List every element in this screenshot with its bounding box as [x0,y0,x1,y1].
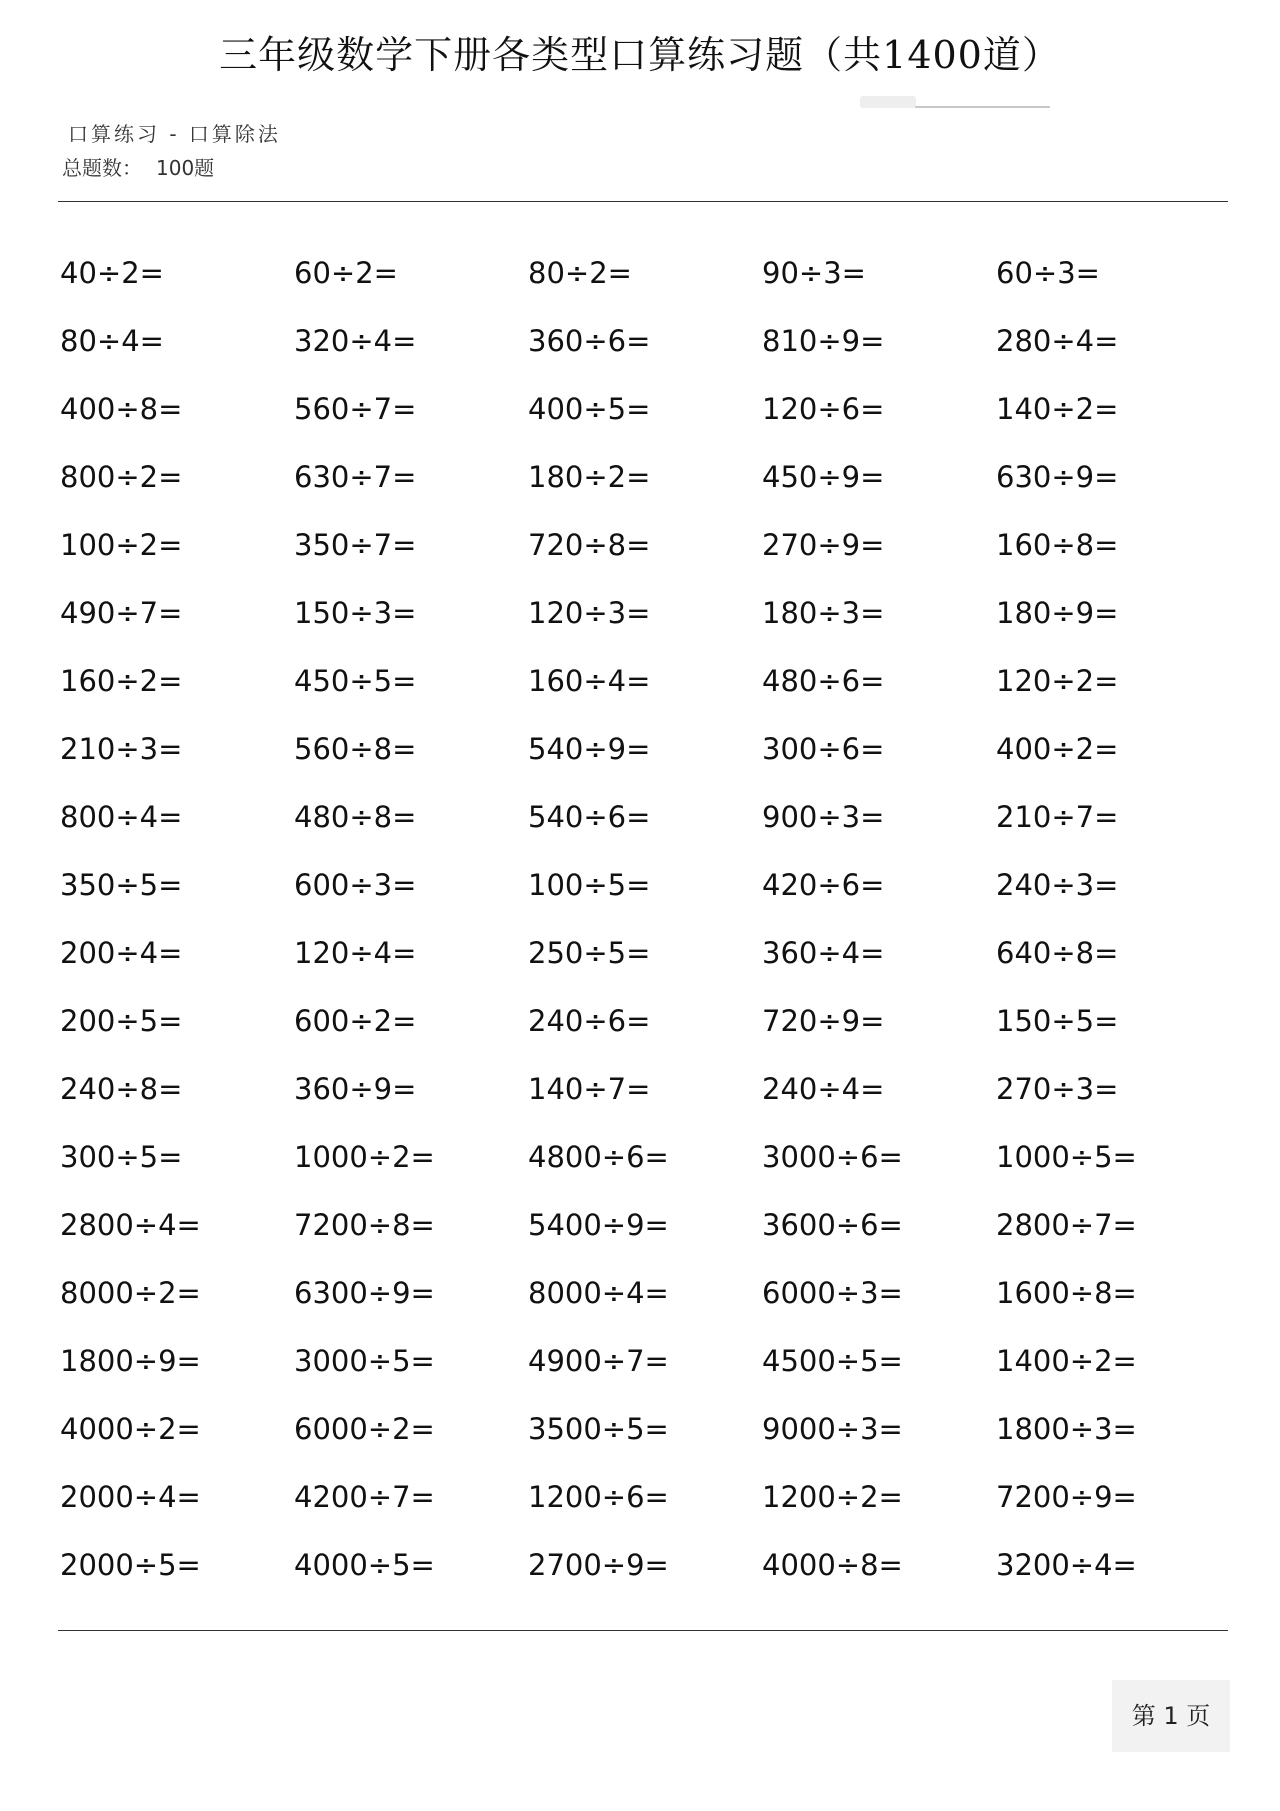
problem-item: 800÷4= [60,800,183,834]
problem-item: 280÷4= [996,324,1119,358]
problem-item: 360÷6= [528,324,651,358]
problem-item: 4000÷5= [294,1548,435,1582]
problem-item: 630÷7= [294,460,417,494]
problem-item: 720÷9= [762,1004,885,1038]
problem-item: 450÷5= [294,664,417,698]
problem-item: 540÷9= [528,732,651,766]
worksheet-subtitle: 口算练习 - 口算除法 [68,122,281,146]
problem-item: 560÷8= [294,732,417,766]
problem-item: 350÷5= [60,868,183,902]
problem-item: 900÷3= [762,800,885,834]
problem-item: 240÷3= [996,868,1119,902]
problem-item: 160÷8= [996,528,1119,562]
problem-item: 140÷7= [528,1072,651,1106]
problem-item: 300÷6= [762,732,885,766]
problem-item: 480÷6= [762,664,885,698]
page-number: 第 1 页 [1112,1680,1230,1752]
problem-item: 4200÷7= [294,1480,435,1514]
problem-item: 1200÷2= [762,1480,903,1514]
problem-item: 200÷5= [60,1004,183,1038]
problem-item: 270÷3= [996,1072,1119,1106]
problem-item: 180÷9= [996,596,1119,630]
problem-item: 80÷4= [60,324,164,358]
top-divider [58,201,1228,202]
problem-item: 80÷2= [528,256,632,290]
problem-item: 1800÷9= [60,1344,201,1378]
problem-item: 240÷4= [762,1072,885,1106]
problem-item: 140÷2= [996,392,1119,426]
problem-item: 1000÷5= [996,1140,1137,1174]
problem-item: 600÷2= [294,1004,417,1038]
problem-item: 120÷2= [996,664,1119,698]
bottom-divider [58,1630,1228,1631]
problem-item: 240÷8= [60,1072,183,1106]
problem-item: 2700÷9= [528,1548,669,1582]
total-count-value: 100题 [156,156,215,180]
problem-item: 120÷3= [528,596,651,630]
problem-item: 320÷4= [294,324,417,358]
problem-item: 120÷4= [294,936,417,970]
blurred-underline [915,106,1050,108]
problem-item: 4800÷6= [528,1140,669,1174]
problem-item: 5400÷9= [528,1208,669,1242]
problem-item: 490÷7= [60,596,183,630]
problem-item: 480÷8= [294,800,417,834]
problem-item: 200÷4= [60,936,183,970]
problem-item: 210÷3= [60,732,183,766]
problem-item: 7200÷9= [996,1480,1137,1514]
problem-item: 250÷5= [528,936,651,970]
problem-item: 3000÷6= [762,1140,903,1174]
problem-item: 2000÷5= [60,1548,201,1582]
problem-item: 90÷3= [762,256,866,290]
blurred-mark [860,96,916,108]
problem-item: 1600÷8= [996,1276,1137,1310]
problem-item: 2800÷7= [996,1208,1137,1242]
problem-item: 800÷2= [60,460,183,494]
problem-item: 6300÷9= [294,1276,435,1310]
problem-item: 540÷6= [528,800,651,834]
problem-item: 350÷7= [294,528,417,562]
problem-item: 420÷6= [762,868,885,902]
problem-item: 2000÷4= [60,1480,201,1514]
problem-item: 9000÷3= [762,1412,903,1446]
problem-item: 120÷6= [762,392,885,426]
problem-item: 8000÷4= [528,1276,669,1310]
problem-item: 150÷5= [996,1004,1119,1038]
problem-item: 210÷7= [996,800,1119,834]
problem-item: 60÷3= [996,256,1100,290]
problem-item: 640÷8= [996,936,1119,970]
problem-item: 3000÷5= [294,1344,435,1378]
problem-item: 560÷7= [294,392,417,426]
problem-grid [60,255,1230,1615]
problem-item: 6000÷2= [294,1412,435,1446]
problem-item: 270÷9= [762,528,885,562]
problem-item: 810÷9= [762,324,885,358]
problem-item: 4000÷8= [762,1548,903,1582]
problem-item: 160÷4= [528,664,651,698]
problem-item: 8000÷2= [60,1276,201,1310]
problem-item: 100÷5= [528,868,651,902]
problem-item: 400÷5= [528,392,651,426]
problem-item: 100÷2= [60,528,183,562]
problem-item: 360÷9= [294,1072,417,1106]
problem-item: 300÷5= [60,1140,183,1174]
problem-item: 40÷2= [60,256,164,290]
problem-item: 3500÷5= [528,1412,669,1446]
problem-item: 600÷3= [294,868,417,902]
problem-item: 3200÷4= [996,1548,1137,1582]
problem-item: 4000÷2= [60,1412,201,1446]
problem-item: 7200÷8= [294,1208,435,1242]
problem-item: 4900÷7= [528,1344,669,1378]
problem-item: 6000÷3= [762,1276,903,1310]
problem-item: 240÷6= [528,1004,651,1038]
problem-item: 1000÷2= [294,1140,435,1174]
problem-item: 630÷9= [996,460,1119,494]
problem-item: 1800÷3= [996,1412,1137,1446]
problem-item: 400÷8= [60,392,183,426]
problem-item: 450÷9= [762,460,885,494]
total-count-label: 总题数： [62,156,142,180]
problem-item: 180÷2= [528,460,651,494]
problem-item: 1400÷2= [996,1344,1137,1378]
problem-item: 360÷4= [762,936,885,970]
problem-item: 2800÷4= [60,1208,201,1242]
problem-item: 400÷2= [996,732,1119,766]
total-count [62,152,214,181]
problem-item: 720÷8= [528,528,651,562]
problem-item: 4500÷5= [762,1344,903,1378]
page-title: 三年级数学下册各类型口算练习题（共1400道） [219,33,1061,77]
problem-item: 60÷2= [294,256,398,290]
problem-item: 160÷2= [60,664,183,698]
problem-item: 150÷3= [294,596,417,630]
problem-item: 1200÷6= [528,1480,669,1514]
problem-item: 180÷3= [762,596,885,630]
problem-item: 3600÷6= [762,1208,903,1242]
